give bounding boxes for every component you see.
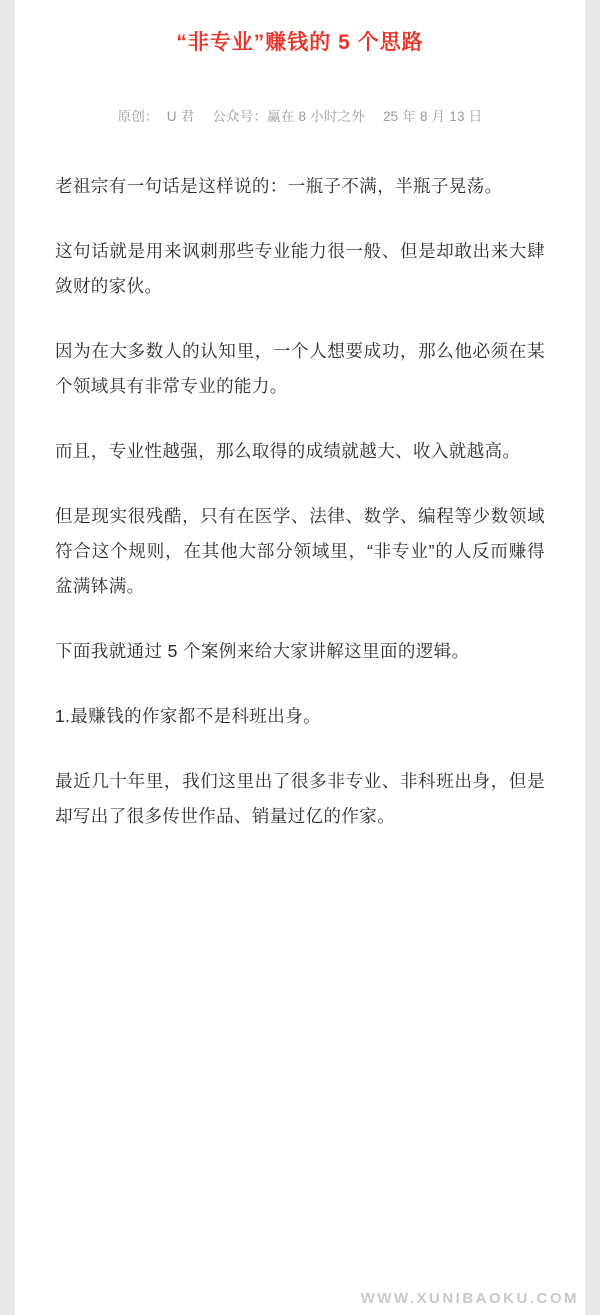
paragraph-heading: 1.最赚钱的作家都不是科班出身。 xyxy=(55,706,321,727)
paragraph: 老祖宗有一句话是这样说的：一瓶子不满，半瓶子晃荡。 xyxy=(55,176,503,197)
author-name: U 君 xyxy=(166,109,195,125)
paragraph: 最近几十年里，我们这里出了很多非专业、非科班出身，但是却写出了很多传世作品、销量过亿的作家。 xyxy=(55,771,545,827)
article-page xyxy=(15,0,585,1315)
article-meta xyxy=(55,105,545,125)
article-body xyxy=(55,169,545,834)
paragraph: 因为在大多数人的认知里，一个人想要成功，那么他必须在某个领域具有非常专业的能力。 xyxy=(55,341,545,397)
paragraph: 而且，专业性越强，那么取得的成绩就越大、收入就越高。 xyxy=(55,441,521,462)
watermark: WWW.XUNIBAOKU.COM xyxy=(360,1290,579,1307)
page-title: “非专业”赚钱的 5 个思路 xyxy=(176,31,424,55)
account-name: 赢在 8 小时之外 xyxy=(267,109,365,125)
publish-date: 25 年 8 月 13 日 xyxy=(382,109,483,125)
paragraph: 这句话就是用来讽刺那些专业能力很一般、但是却敢出来大肆敛财的家伙。 xyxy=(55,241,545,297)
author-label: 原创： xyxy=(117,109,159,125)
paragraph: 下面我就通过 5 个案例来给大家讲解这里面的逻辑。 xyxy=(55,641,470,662)
account-label: 公众号： xyxy=(212,109,268,125)
paragraph: 但是现实很残酷，只有在医学、法律、数学、编程等少数领域符合这个规则，在其他大部分领域里，“非专业”的人反而赚得盆满钵满。 xyxy=(55,506,545,597)
